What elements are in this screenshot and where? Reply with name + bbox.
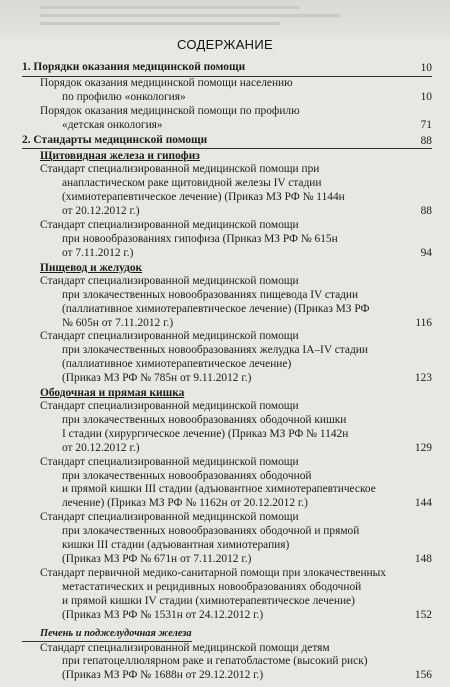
page-number: 88 — [420, 134, 432, 147]
toc-line: Ободочная и прямая кишка — [40, 387, 185, 400]
toc-line: Стандарт специализированной медицинской помощи — [40, 330, 299, 343]
toc-section — [22, 134, 432, 150]
toc-line: (Приказ МЗ РФ № 1531н от 24.12.2012 г.) — [62, 608, 264, 621]
toc-line: Порядок оказания медицинской помощи по профилю — [40, 104, 300, 117]
page-number: 144 — [414, 497, 432, 510]
page-title: СОДЕРЖАНИЕ — [176, 37, 273, 52]
toc-page — [0, 28, 450, 687]
page-number: 88 — [420, 205, 432, 218]
toc-line: 2. Стандарты медицинской помощи — [22, 133, 208, 146]
toc-subheading — [22, 261, 432, 275]
toc-line: Пищевод и желудок — [40, 261, 143, 274]
toc-line: Стандарт специализированной медицинской помощи — [40, 400, 299, 413]
toc-line: Щитовидная железа и гипофиз — [40, 150, 200, 163]
toc-subheading — [22, 627, 192, 642]
toc-subheading — [22, 149, 432, 163]
toc-line: Стандарт первичной медико-санитарной помощи при злокачественных — [40, 566, 386, 579]
toc-line: при злокачественных новообразованиях ободочной кишки — [62, 413, 347, 426]
toc-item — [22, 275, 432, 331]
page-number: 123 — [414, 372, 432, 385]
toc-line: (Приказ МЗ РФ № 671н от 7.11.2012 г.) — [62, 553, 252, 565]
toc-item — [22, 511, 432, 567]
toc-line: при злокачественных новообразованиях ободочной и прямой — [62, 525, 360, 538]
page-number: 156 — [414, 669, 432, 682]
page-number: 152 — [414, 608, 432, 621]
toc-line: Стандарт специализированной медицинской помощи при — [40, 163, 320, 176]
toc-item — [22, 642, 432, 684]
toc-line: (паллиативное химиотерапевтическое лечение) (Приказ МЗ РФ — [62, 302, 370, 315]
page-number: 10 — [420, 90, 432, 103]
toc-line: (Приказ МЗ РФ № 1688н от 29.12.2012 г.) — [62, 669, 264, 682]
toc-line: «детская онкология» — [62, 118, 163, 131]
table-of-contents — [22, 60, 432, 683]
toc-item — [22, 567, 432, 623]
page-number: 148 — [414, 553, 432, 565]
toc-line: (паллиативное химиотерапевтическое лечение) — [62, 358, 292, 371]
toc-line: и прямой кишки III стадии (адъювантное химиотерапевтическое — [62, 483, 376, 496]
page-number: 116 — [415, 316, 432, 329]
toc-line: Стандарт специализированной медицинской помощи — [40, 219, 299, 232]
toc-line: при злокачественных новообразованиях ободочной — [62, 469, 312, 482]
toc-line: от 7.11.2012 г.) — [62, 246, 134, 259]
toc-item — [22, 219, 432, 261]
toc-line: от 20.12.2012 г.) — [62, 441, 140, 454]
toc-line: № 605н от 7.11.2012 г.) — [62, 316, 174, 329]
toc-line: лечение) (Приказ МЗ РФ № 1162н от 20.12.2012 г.) — [62, 497, 308, 510]
toc-line: при новообразованиях гипофиза (Приказ МЗ РФ № 615н — [62, 232, 338, 245]
page-number: 10 — [420, 62, 432, 74]
toc-line: анапластическом раке щитовидной железы IV стадии — [62, 177, 322, 190]
toc-item — [22, 400, 432, 456]
page-number: 129 — [414, 441, 432, 454]
toc-line: Стандарт специализированной медицинской помощи детям — [40, 641, 330, 654]
toc-line: при злокачественных новообразованиях желудка IA–IV стадии — [62, 344, 368, 357]
toc-line: Порядок оказания медицинской помощи населению — [40, 76, 293, 89]
toc-item — [22, 105, 432, 133]
page-number: 94 — [420, 246, 432, 259]
toc-line: Стандарт специализированной медицинской помощи — [40, 455, 299, 468]
toc-item — [22, 456, 432, 512]
toc-line: Стандарт специализированной медицинской помощи — [40, 274, 299, 287]
toc-item — [22, 163, 432, 219]
toc-line: при гепатоцеллюлярном раке и гепатобластоме (высокий риск) — [62, 655, 368, 668]
toc-line: по профилю «онкология» — [62, 90, 186, 103]
toc-line: 1. Порядки оказания медицинской помощи — [22, 61, 246, 73]
toc-line: I стадии (хирургическое лечение) (Приказ МЗ РФ № 1142н — [62, 427, 349, 440]
toc-subheading — [22, 386, 432, 400]
toc-item — [22, 77, 432, 105]
toc-line: кишки III стадии (адъювантная химиотерапия) — [62, 539, 290, 552]
toc-line: (химиотерапевтическое лечение) (Приказ МЗ РФ № 1144н — [62, 191, 345, 204]
page-number: 71 — [420, 118, 432, 131]
toc-line: Стандарт специализированной медицинской помощи — [40, 511, 299, 524]
toc-line: от 20.12.2012 г.) — [62, 205, 140, 218]
toc-section — [22, 61, 432, 77]
toc-line: и прямой кишки IV стадии (химиотерапевтическое лечение) — [62, 594, 355, 607]
toc-item — [22, 330, 432, 386]
toc-line: метастатических и рецидивных новообразованиях ободочной — [62, 580, 362, 593]
toc-line: Печень и поджелудочная железа — [40, 627, 192, 639]
toc-line: при злокачественных новообразованиях пищевода IV стадии — [62, 288, 359, 301]
toc-line: (Приказ МЗ РФ № 785н от 9.11.2012 г.) — [62, 372, 252, 385]
